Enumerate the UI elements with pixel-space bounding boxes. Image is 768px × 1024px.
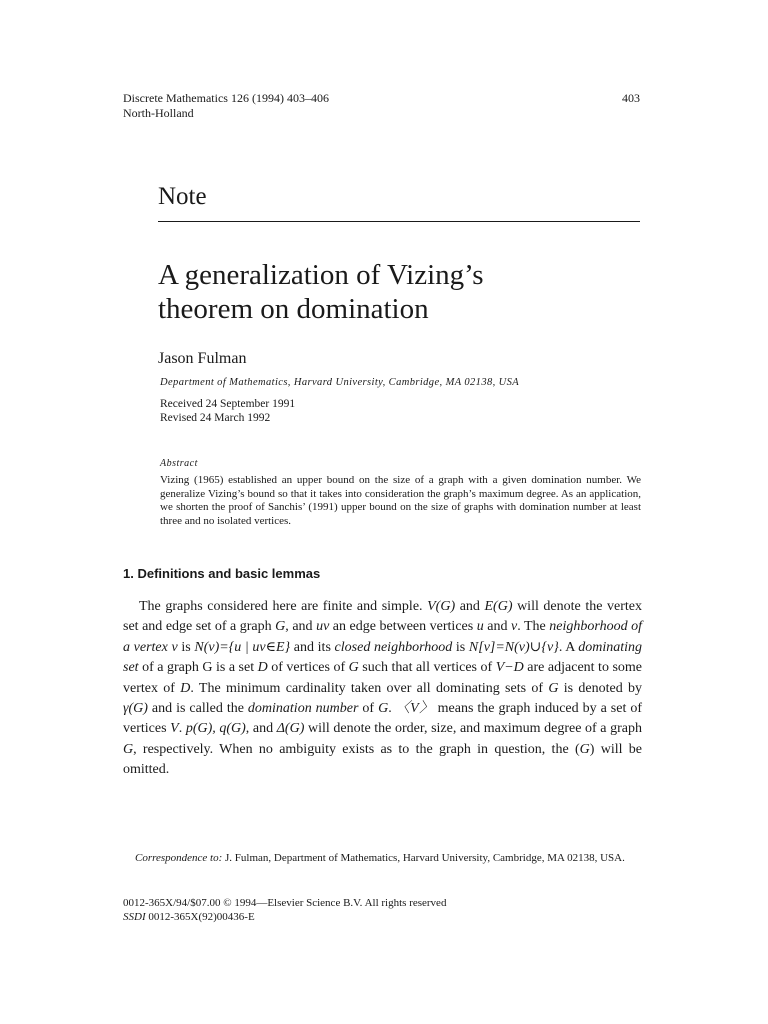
term: domination number (247, 701, 359, 717)
title-line-2: theorem on domination (158, 293, 429, 325)
author-affiliation: Department of Mathematics, Harvard University, Cambridge, MA 02138, USA (160, 377, 520, 388)
title-line-1: A generalization of Vizing’s (158, 259, 484, 291)
section-label: Note (158, 183, 207, 210)
correspondence-paragraph (123, 852, 642, 866)
text: and (483, 619, 511, 635)
publisher: North-Holland (123, 106, 194, 120)
math: V(G) (427, 599, 456, 614)
text: The graphs considered here are finite and simple. (139, 599, 428, 614)
text: such that all vertices of (358, 660, 496, 676)
math: 〈V〉 (395, 701, 434, 717)
page-number: 403 (622, 91, 640, 105)
text: . The minimum cardinality taken over all dominating sets of (190, 680, 549, 696)
text: ) will be omitted. (123, 741, 642, 778)
text: will denote the vertex set and edge set of a graph (123, 599, 642, 635)
math: V−D (495, 660, 524, 676)
text: is (177, 639, 195, 655)
submission-dates (160, 398, 295, 425)
section-heading: 1. Definitions and basic lemmas (123, 566, 321, 581)
text: . The (517, 619, 550, 635)
text: of (358, 701, 379, 717)
math: G (123, 741, 134, 757)
journal-citation (123, 91, 329, 121)
text: , and (245, 721, 277, 737)
copyright-block (123, 897, 446, 924)
term: closed neighborhood (334, 639, 453, 655)
text: an edge between vertices (329, 619, 477, 635)
text: of vertices of (267, 660, 349, 676)
header-divider (158, 221, 640, 222)
text: is (452, 639, 469, 655)
math: N[v]=N(v)∪{v} (468, 639, 559, 655)
paper-title (158, 258, 638, 326)
text: , respectively. When no ambiguity exists as to the graph in question, the ( (133, 741, 580, 757)
text: . (388, 701, 396, 717)
math: v (510, 619, 518, 635)
text: means the graph induced by a set of vertices (123, 701, 642, 737)
text: will denote the order, size, and maximum degree of a graph (304, 721, 642, 737)
body-paragraph (123, 597, 642, 781)
text: and its (290, 639, 335, 655)
math: γ(G) (123, 701, 148, 717)
text: are adjacent to some vertex of (123, 660, 643, 696)
text: . A (558, 639, 579, 655)
math: D (257, 660, 268, 676)
math: G (348, 660, 359, 676)
revised-date: Revised 24 March 1992 (160, 411, 271, 424)
correspondence-footnote (123, 852, 642, 866)
correspondence-label: Correspondence to: (135, 852, 223, 864)
ssdi-label: SSDI (123, 910, 146, 923)
text: and (455, 599, 485, 614)
math: N(v)={u | uv∈E} (194, 639, 291, 655)
math: G (378, 701, 389, 717)
text: . (178, 721, 186, 737)
author-name: Jason Fulman (158, 350, 247, 367)
math: Δ(G) (276, 721, 305, 737)
journal-name: Discrete Mathematics 126 (1994) 403–406 (123, 91, 329, 105)
abstract-text: Vizing (1965) established an upper bound on the size of a graph with a given domination number. We generalize Vizing’s bound so that it takes into consideration the graph’s maximum degree. As an application, we shorten the proof of Sanchis’ (1991) upper bound on the size of graphs with domination number at least three and no isolated vertices. (160, 474, 641, 527)
term: neighborhood of a vertex v (123, 619, 642, 655)
copyright-line: 0012-365X/94/$07.00 © 1994—Elsevier Science B.V. All rights reserved (123, 897, 447, 909)
text: of a graph G is a set (138, 660, 258, 676)
received-date: Received 24 September 1991 (160, 398, 296, 410)
math: p(G), q(G) (185, 721, 246, 737)
math: E(G) (484, 599, 513, 614)
ssdi-code: 0012-365X(92)00436-E (145, 910, 255, 923)
math: D (180, 680, 191, 696)
body-text (123, 597, 642, 781)
math: G (548, 680, 559, 696)
text: and is called the (147, 701, 248, 717)
abstract-heading: Abstract (160, 458, 198, 469)
ssdi-line (123, 911, 446, 925)
text: is denoted by (558, 680, 642, 696)
math: u (476, 619, 484, 635)
math: V (170, 721, 179, 737)
text: , and (285, 619, 317, 635)
math: G (579, 741, 590, 757)
math: uv (316, 619, 330, 635)
math: G (275, 619, 286, 635)
correspondence-text: J. Fulman, Department of Mathematics, Harvard University, Cambridge, MA 02138, USA. (222, 852, 625, 864)
term: dominating set (123, 639, 642, 676)
